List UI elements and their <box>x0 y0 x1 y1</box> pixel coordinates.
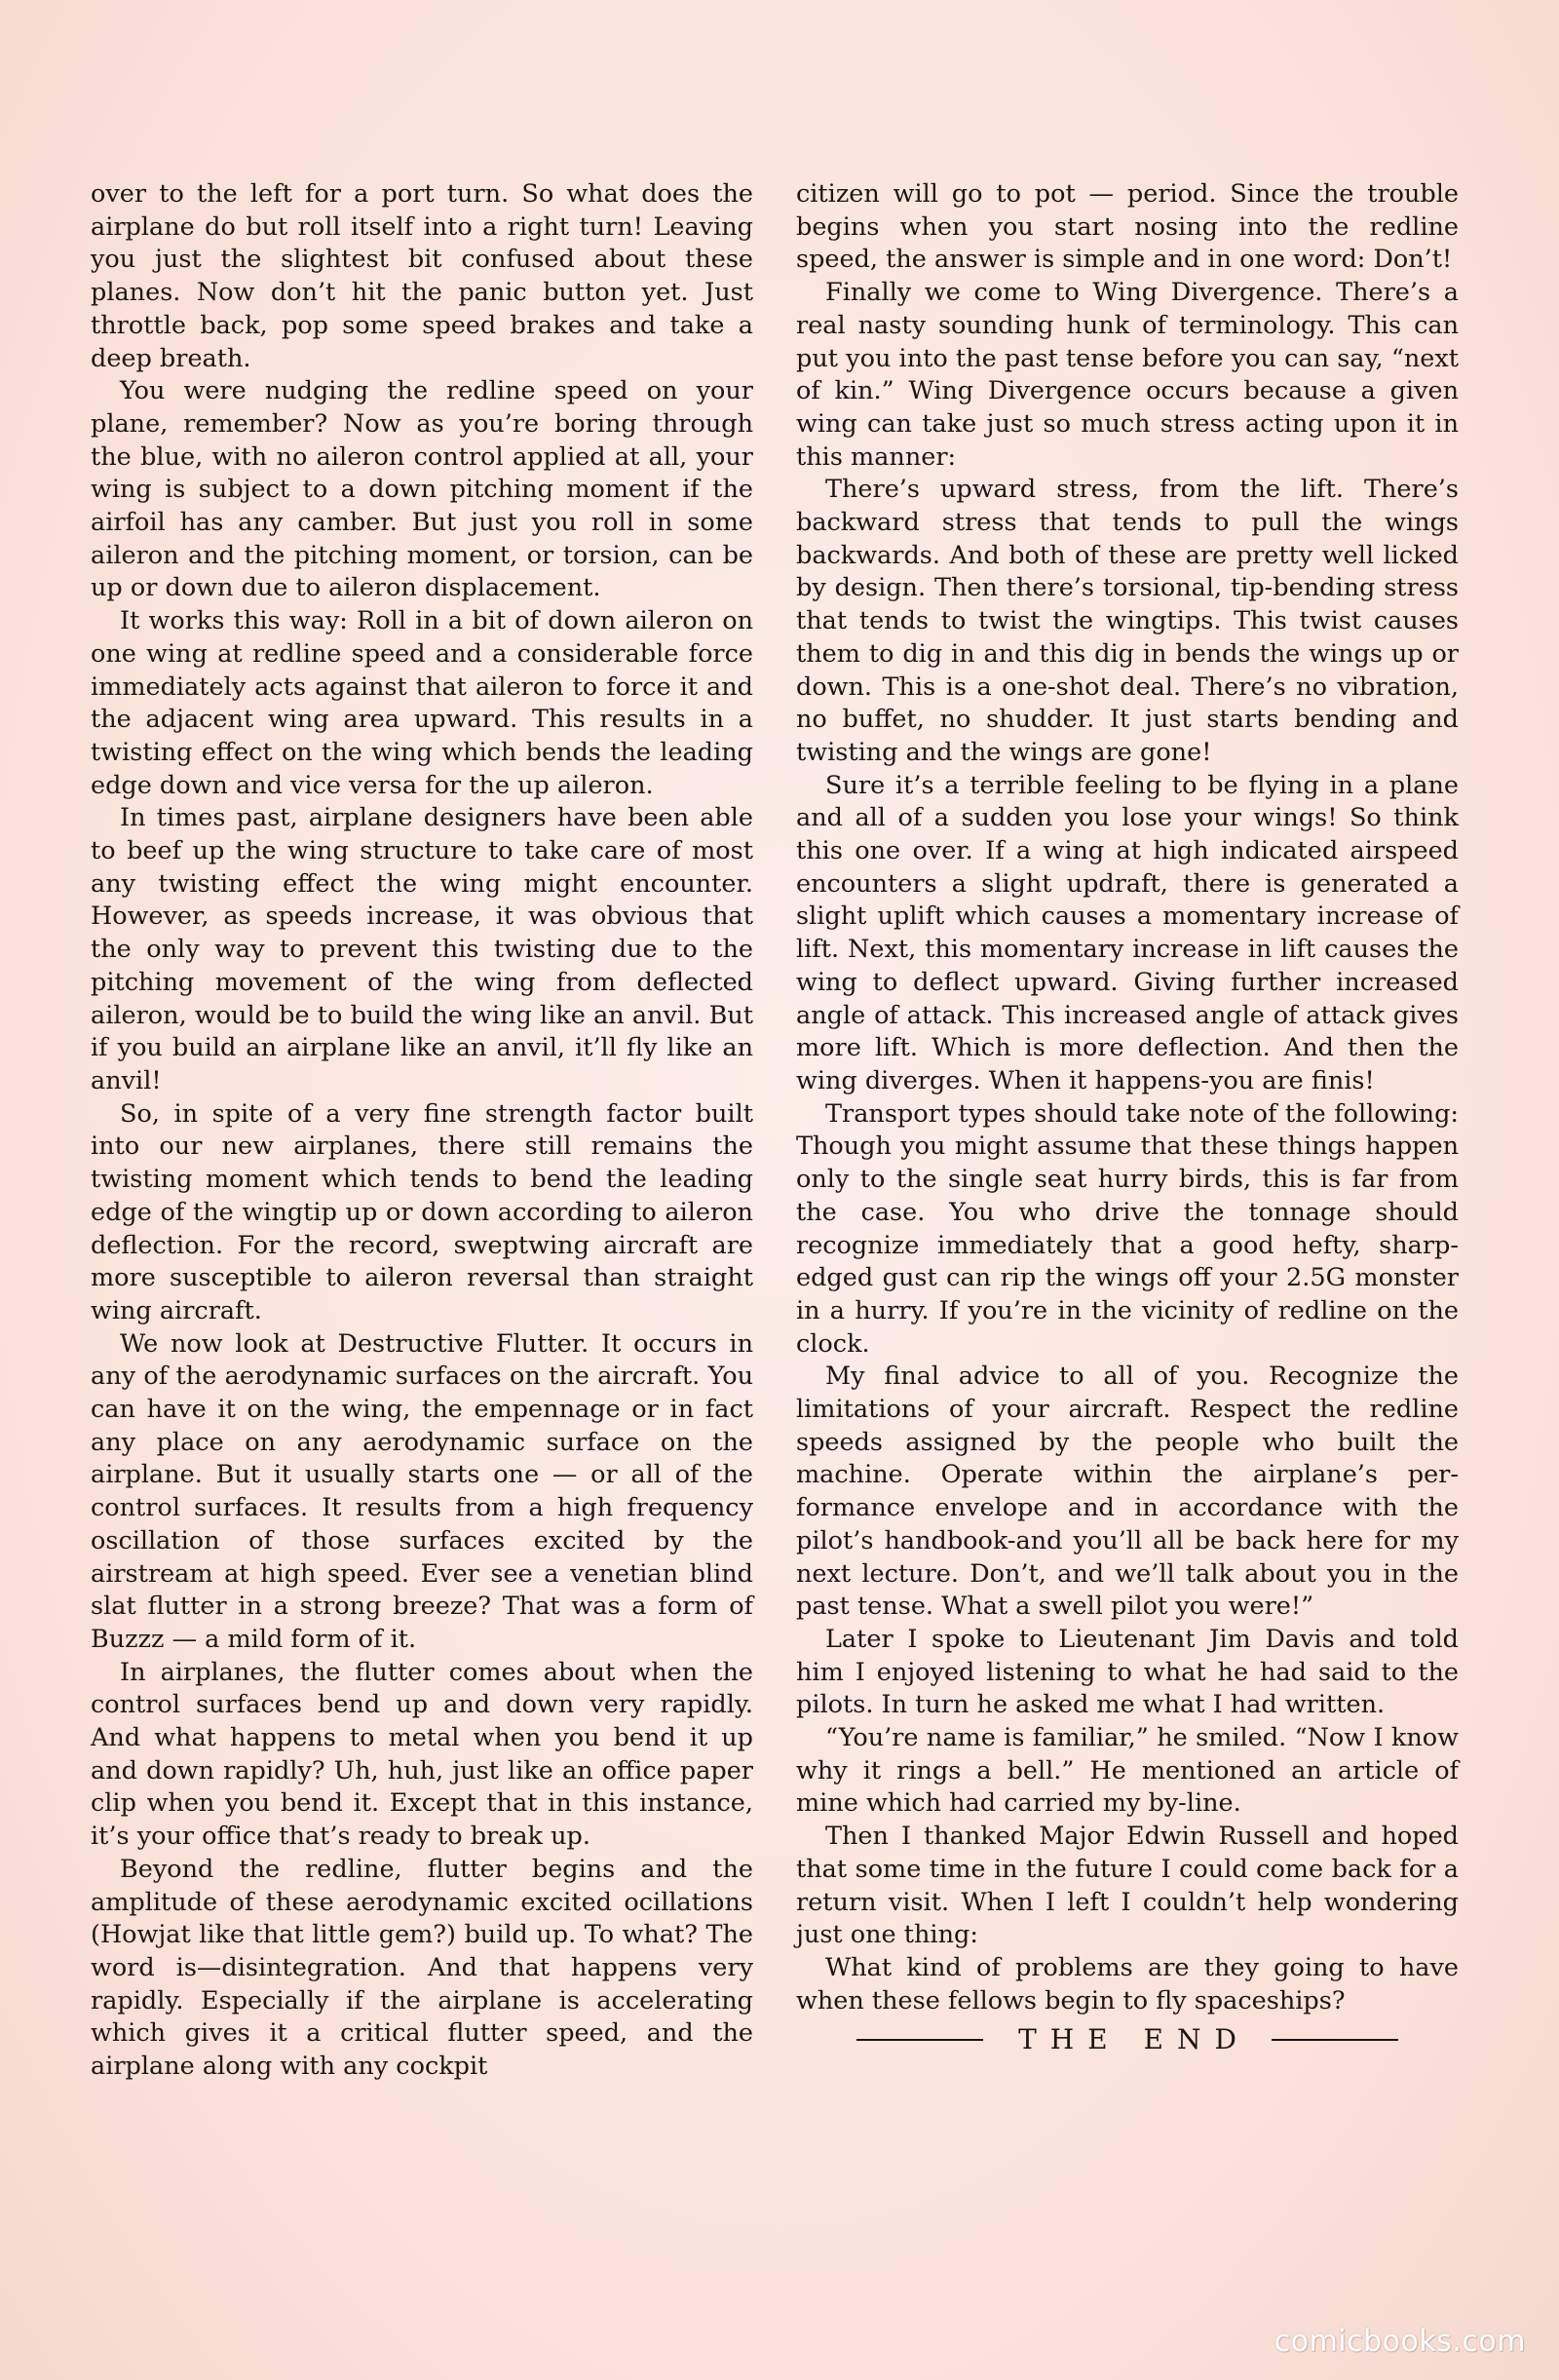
left-text-column <box>91 178 753 2084</box>
paragraph: There’s upward stress, from the lift. There’s backward stress that tends to pull the wings backwards. And both of these are pretty well licked by design. Then there’s torsional, tip-bending stress that tends to twist the wingtips. This twist causes them to dig in and this dig in bends the wings up or down. This is a one-shot deal. There’s no vibration, no buffet, no shudder. It just starts bending and twisting and the wings are gone! <box>796 475 1459 767</box>
the-end-marker <box>796 2023 1459 2056</box>
paragraph: Sure it’s a terrible feeling to be flying in a plane and all of a sudden you lose your wings! So think this one over. If a wing at high indicated airspeed encounters a slight updraft, there is generated a slight uplift which causes a momentary increase of lift. Next, this momentary increase in lift causes the wing to deflect upward. Giving further increased angle of attack. This increased angle of attack gives more lift. Which is more deflection. And then the wing diverges. When it happens-you are finis! <box>796 770 1459 1095</box>
the-end-label: THE END <box>1018 2023 1250 2056</box>
paragraph: It works this way: Roll in a bit of down aileron on one wing at redline speed and a considerable force immediately acts against that aileron to force it and the adjacent wing area upward. This results in a twisting effect on the wing which bends the leading edge down and vice versa for the up aileron. <box>91 606 753 800</box>
paragraph: You were nudging the redline speed on your plane, remember? Now as you’re boring through the blue, with no aileron control applied at all, your wing is subject to a down pitching moment if the airfoil has any camber. But just you roll in some aileron and the pitching moment, or torsion, can be up or down due to aileron displacement. <box>91 376 753 603</box>
paragraph: Finally we come to Wing Divergence. There’s a real nasty sounding hunk of terminology. This can put you into the past tense before you can say, “next of kin.” Wing Divergence occurs because a given wing can take just so much stress acting upon it in this manner: <box>796 278 1459 472</box>
paragraph: What kind of problems are they going to have when these fellows begin to fly spaceships? <box>796 1952 1459 2015</box>
site-watermark: comicbooks.com <box>1274 2324 1526 2359</box>
divider-rule <box>856 2039 983 2041</box>
paragraph: Beyond the redline, flutter begins and the amplitude of these aerodynamic excited ocillations (Howjat like that little gem?) build up. To what? The word is—disintegration. And that happens very rapidly. Especially if the airplane is accelerating which gives it a critical flutter speed, and the airplane along with any cockpit <box>91 1854 753 2082</box>
paragraph: Then I thanked Major Edwin Russell and hoped that some time in the future I could come back for a return visit. When I left I couldn’t help wondering just one thing: <box>796 1822 1459 1950</box>
paragraph: “You’re name is familiar,” he smiled. “Now I know why it rings a bell.” He mentioned an article of mine which had carried my by-line. <box>796 1723 1459 1819</box>
paragraph: over to the left for a port turn. So what does the airplane do but roll itself into a right turn! Leaving you just the slightest bit confused about these planes. Now don’t hit the panic button yet. Just throttle back, pop some speed brakes and take a deep breath. <box>91 179 753 373</box>
paragraph: We now look at Destructive Flutter. It occurs in any of the aerodynamic surfaces on the aircraft. You can have it on the wing, the empennage or in fact any place on any aerodynamic surface on the airplane. But it usually starts one — or all of the control surfaces. It results from a high frequency oscillation of those surfaces excited by the airstream at high speed. Ever see a venetian blind slat flutter in a strong breeze? That was a form of Buzzz — a mild form of it. <box>91 1328 753 1654</box>
paragraph: My final advice to all of you. Recognize the limitations of your aircraft. Respect the redline speeds assigned by the people who built the machine. Operate within the airplane’s performance envelope and in accordance with the pilot’s handbook-and you’ll all be back here for my next lecture. Don’t, and we’ll talk about you in the past tense. What a swell pilot you were!” <box>796 1362 1459 1622</box>
paragraph: citizen will go to pot — period. Since the trouble begins when you start nosing into the redline speed, the answer is simple and in one word: Don’t! <box>796 179 1459 275</box>
paragraph: Transport types should take note of the following: Though you might assume that these things happen only to the single seat hurry birds, this is far from the case. You who drive the tonnage should recognize immediately that a good hefty, sharp-edged gust can rip the wings off your 2.5G monster in a hurry. If you’re in the vicinity of redline on the clock. <box>796 1098 1459 1359</box>
paragraph: Later I spoke to Lieutenant Jim Davis and told him I enjoyed listening to what he had said to the pilots. In turn he asked me what I had written. <box>796 1624 1459 1720</box>
divider-rule <box>1272 2039 1398 2041</box>
paragraph: So, in spite of a very fine strength factor built into our new airplanes, there still remains the twisting moment which tends to bend the leading edge of the wingtip up or down according to aileron deflection. For the record, sweptwing aircraft are more susceptible to aileron reversal than straight wing aircraft. <box>91 1098 753 1325</box>
paragraph: In airplanes, the flutter comes about when the control surfaces bend up and down very rapidly. And what happens to metal when you bend it up and down rapidly? Uh, huh, just like an office paper clip when you bend it. Except that in this instance, it’s your office that’s ready to break up. <box>91 1657 753 1852</box>
paragraph: In times past, airplane designers have been able to beef up the wing structure to take care of most any twisting effect the wing might encounter. However, as speeds increase, it was obvious that the only way to prevent this twisting due to the pitching movement of the wing from deflected aileron, would be to build the wing like an anvil. But if you build an airplane like an anvil, it’ll fly like an anvil! <box>91 803 753 1095</box>
right-text-column <box>796 178 1459 2056</box>
